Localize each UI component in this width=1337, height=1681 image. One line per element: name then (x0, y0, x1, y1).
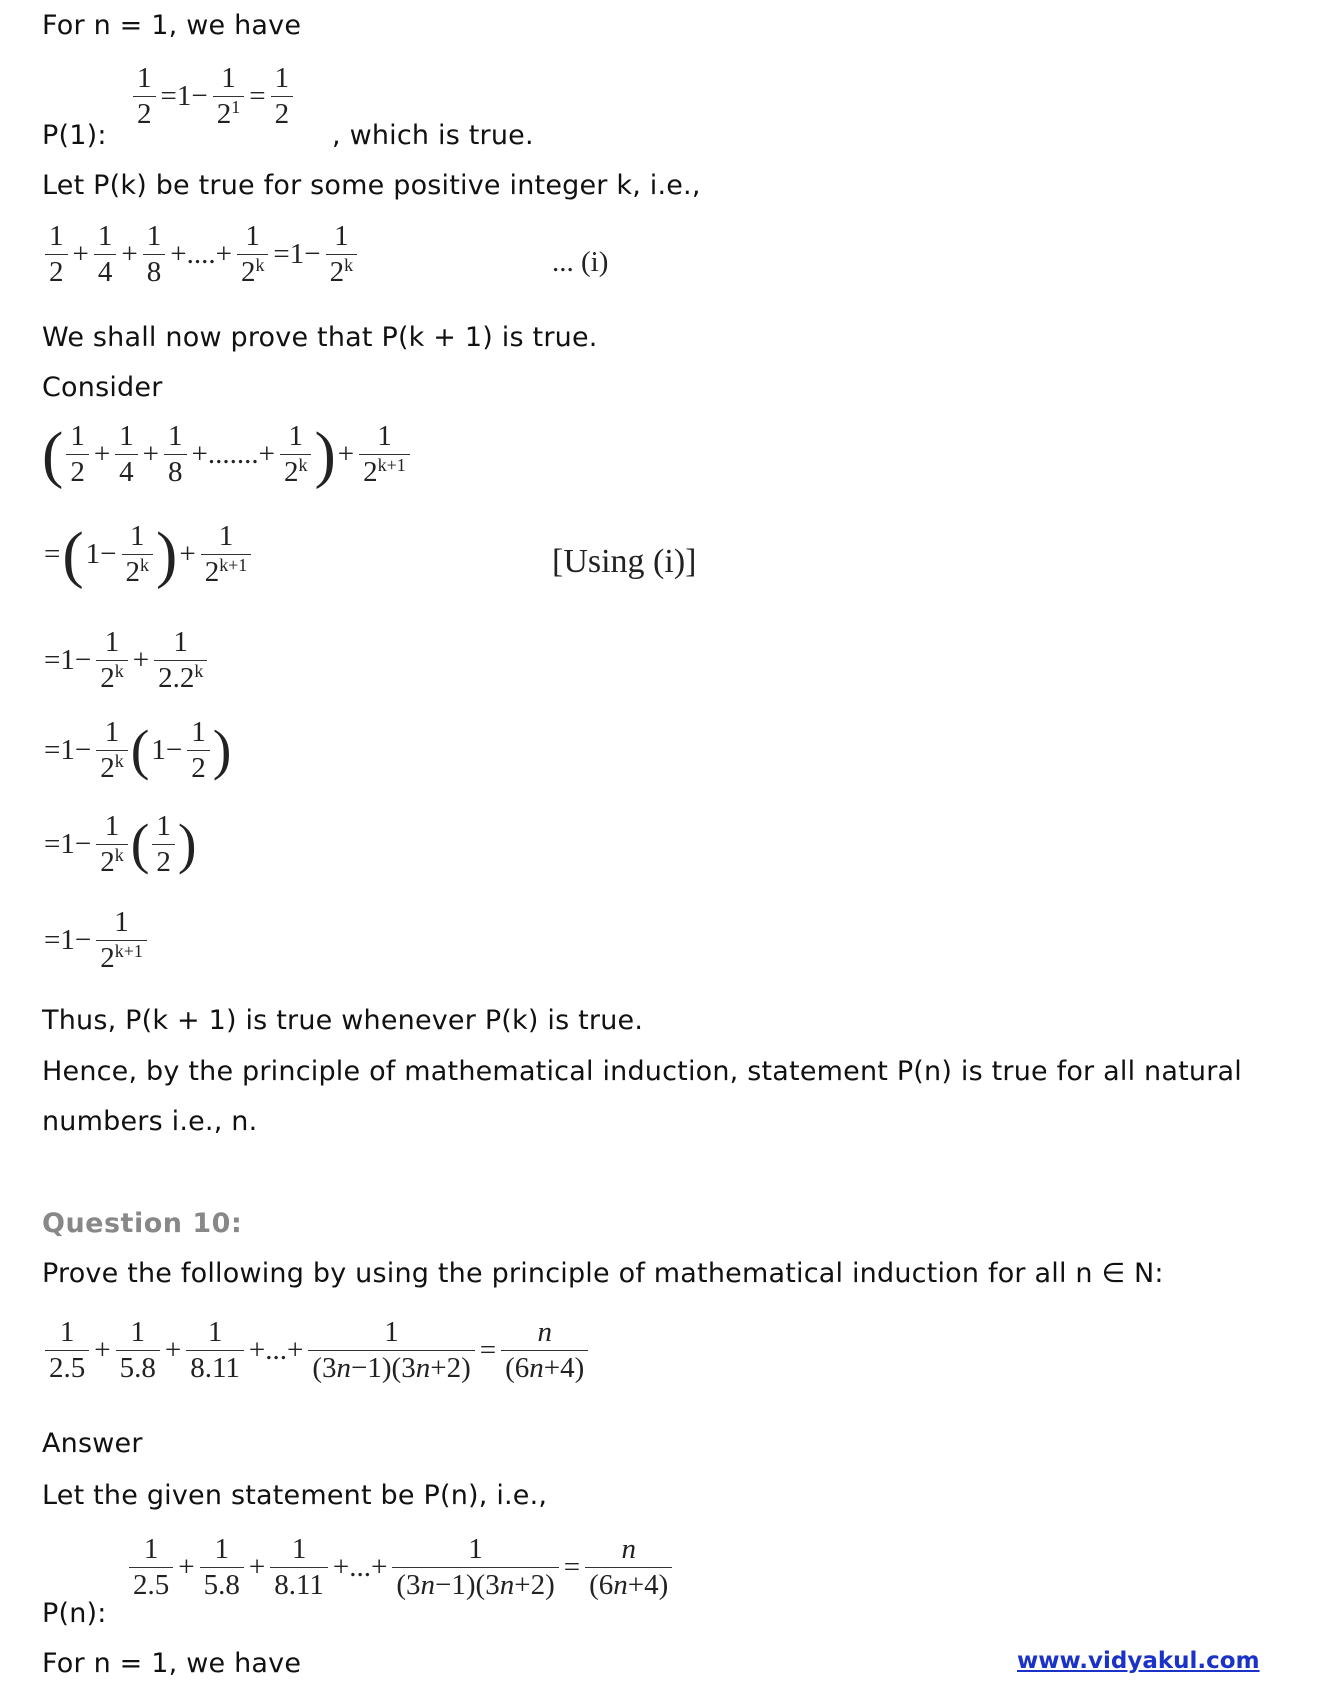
equation-step-3: =1− $\frac{1}{2^k}$ (1− $\frac{1}{2}$ ) (44, 716, 232, 784)
text-shall-prove: We shall now prove that P(k + 1) is true. (42, 322, 598, 353)
equation-step-2: =1− $\frac{1}{2^k}$ + $\frac{1}{2.2^k}$ (42, 628, 210, 693)
equation-tag-i: ... (i) (552, 246, 609, 278)
text-hence-line1: Hence, by the principle of mathematical induction, statement P(n) is true for all natural (42, 1056, 1242, 1087)
equation-step-1: =(1− $\frac{1}{2^k}$ )+ $\frac{1}{2^{k+1}}$ (42, 522, 254, 587)
text-consider: Consider (42, 372, 163, 403)
equation-pn: $\frac{1}{2.5}$ + $\frac{1}{5.8}$ + $\frac{1}{8.11}$ +...+ $\frac{1}{(3n-1)(3n+2)}$ = $\frac{n}{(6n+4)}$ (126, 1535, 675, 1600)
text-line-for-n1: For n = 1, we have (42, 10, 302, 41)
text-let-given: Let the given statement be P(n), i.e., (42, 1480, 548, 1511)
equation-i: $\frac{1}{2}$ + $\frac{1}{4}$ + $\frac{1}{8}$ +....+ $\frac{1}{2^k}$ =1− $\frac{1}{2^k}$ (42, 222, 360, 287)
question-heading: Question 10: (42, 1208, 243, 1239)
equation-p1: $\frac{1}{2}$ =1− $\frac{1}{2^1}$ = $\frac{1}{2}$ (130, 64, 296, 129)
equation-question-10: $\frac{1}{2.5}$ + $\frac{1}{5.8}$ + $\frac{1}{8.11}$ +...+ $\frac{1}{(3n-1)(3n+2)}$ = $\frac{n}{(6n+4)}$ (42, 1318, 591, 1383)
text-hence-line2: numbers i.e., n. (42, 1106, 258, 1137)
website-link[interactable]: www.vidyakul.com (1017, 1648, 1260, 1674)
text-line-for-n1-bottom: For n = 1, we have (42, 1648, 302, 1679)
equation-step-5: =1− $\frac{1}{2^{k+1}}$ (42, 908, 150, 973)
text-answer: Answer (42, 1428, 143, 1459)
equation-consider: ( $\frac{1}{2}$ + $\frac{1}{4}$ + $\frac{1}{8}$ +.......+ $\frac{1}{2^k}$ )+ $\frac{1}{2^{k+1}}$ (42, 422, 413, 487)
label-pn: P(n): (42, 1598, 107, 1629)
text-prove-following: Prove the following by using the principle of mathematical induction for all n ∈ N: (42, 1258, 1164, 1289)
text-thus: Thus, P(k + 1) is true whenever P(k) is true. (42, 1005, 644, 1036)
note-using-i: [Using (i)] (552, 543, 697, 580)
text-which-is-true: , which is true. (332, 120, 534, 151)
equation-step-4: =1− $\frac{1}{2^k}$ ( $\frac{1}{2}$ ) (44, 810, 197, 878)
text-let-pk: Let P(k) be true for some positive integer k, i.e., (42, 170, 701, 201)
label-p1: P(1): (42, 120, 107, 151)
